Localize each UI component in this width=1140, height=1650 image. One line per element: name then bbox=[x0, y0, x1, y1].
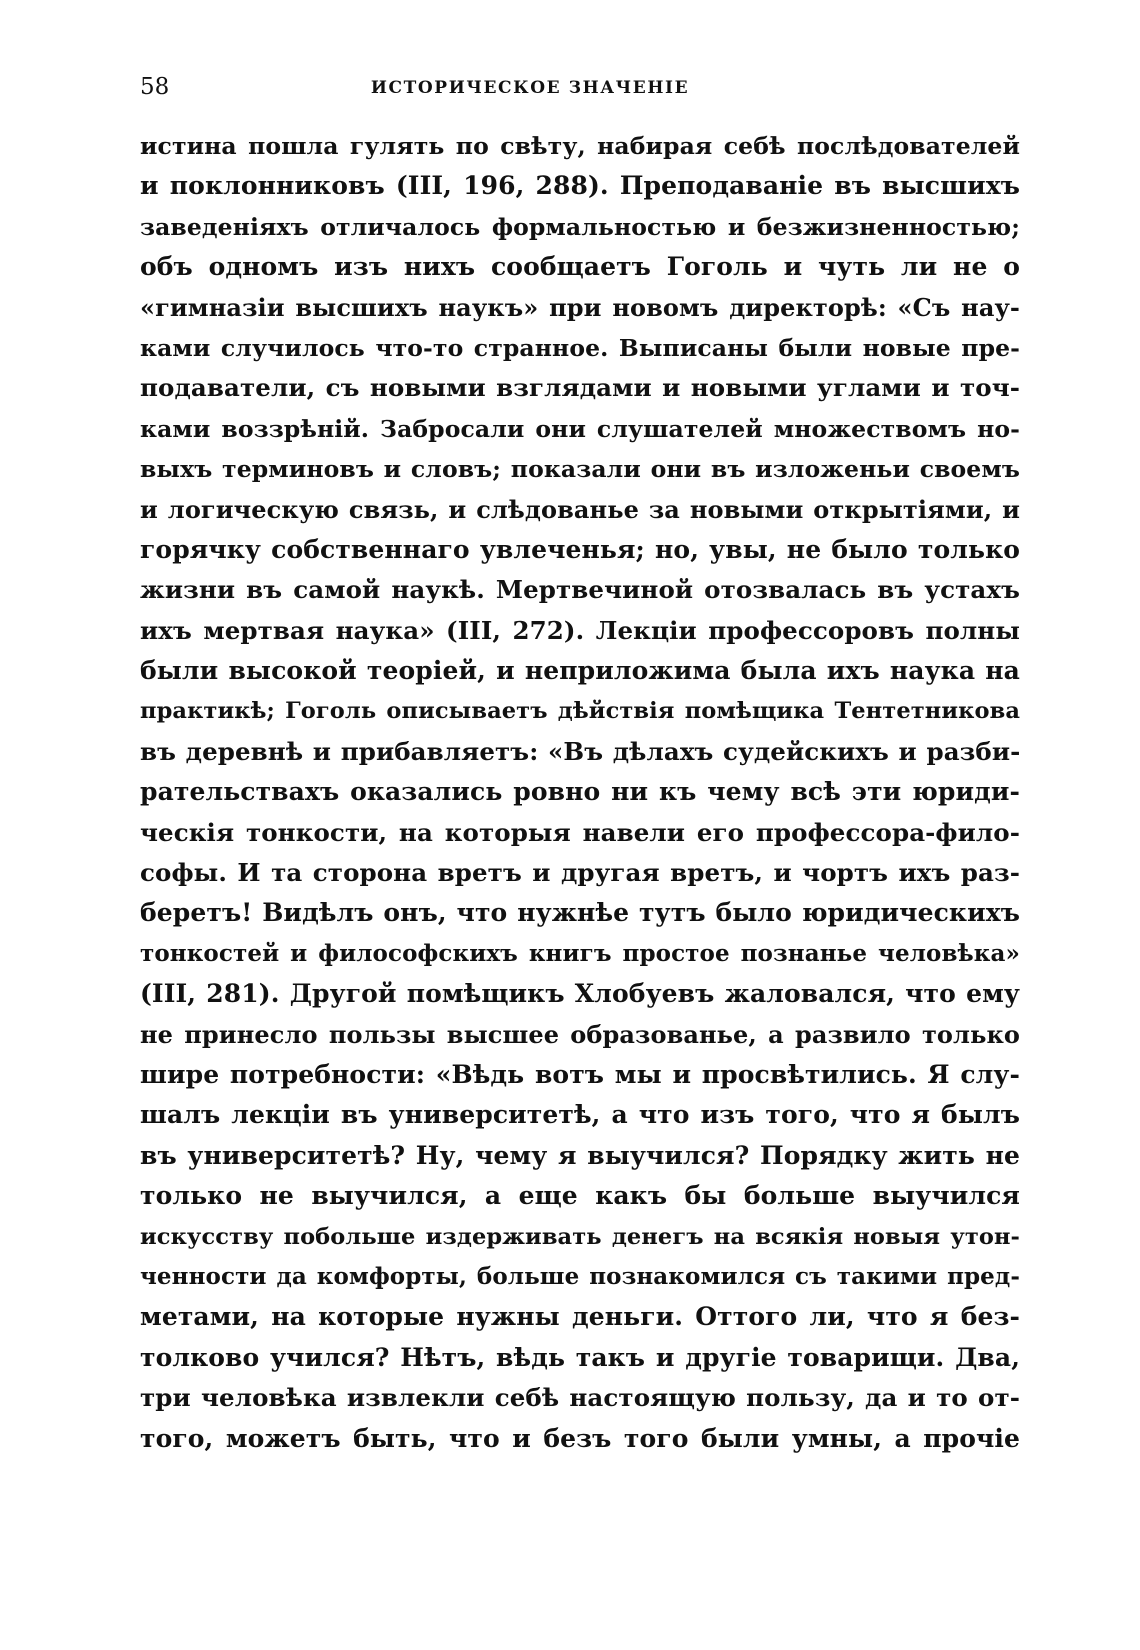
text-line-17: рательствахъ оказались ровно ни къ чему всѣ эти юриди- bbox=[140, 777, 1020, 807]
text-line-14: были высокой теоріей, и неприложима была ихъ наука на bbox=[140, 656, 1020, 686]
text-line-11: горячку собственнаго увлеченья; но, увы, не было только bbox=[140, 534, 1020, 564]
text-line-31: толково учился? Нѣтъ, вѣдь такъ и другіе товарищи. Два, bbox=[140, 1342, 1020, 1372]
text-line-15: практикѣ; Гоголь описываетъ дѣйствія помѣщика Тентетникова bbox=[140, 698, 1020, 725]
text-line-3: заведеніяхъ отличалось формальностью и безжизненностью; bbox=[140, 212, 1020, 241]
text-line-4: объ одномъ изъ нихъ сообщаетъ Гоголь и чуть ли не о bbox=[140, 252, 1020, 282]
running-title: ИСТОРИЧЕСКОЕ ЗНАЧЕНІЕ bbox=[370, 78, 690, 98]
text-line-1: истина пошла гулять по свѣту, набирая себѣ послѣдователей bbox=[140, 132, 1020, 160]
page-number: 58 bbox=[140, 74, 170, 100]
text-line-25: шалъ лекціи въ университетѣ, а что изъ того, что я былъ bbox=[140, 1100, 1020, 1130]
text-line-8: ками воззрѣній. Забросали они слушателей множествомъ но- bbox=[140, 414, 1020, 443]
text-line-23: не принесло пользы высшее образованье, а развило только bbox=[140, 1019, 1020, 1049]
text-line-32: три человѣка извлекли себѣ настоящую пользу, да и то от- bbox=[140, 1383, 1020, 1413]
text-line-6: ками случилось что-то странное. Выписаны были новые пре- bbox=[140, 333, 1020, 362]
text-line-28: искусству побольше издерживать денегъ на всякія новыя утон- bbox=[140, 1223, 1020, 1250]
text-line-16: въ деревнѣ и прибавляетъ: «Въ дѣлахъ судейскихъ и разби- bbox=[140, 736, 1020, 766]
text-line-24: шире потребности: «Вѣдь вотъ мы и просвѣтились. Я слу- bbox=[140, 1059, 1020, 1089]
text-line-12: жизни въ самой наукѣ. Мертвечиной отозвалась въ устахъ bbox=[140, 575, 1020, 605]
text-line-26: въ университетѣ? Ну, чему я выучился? Порядку жить не bbox=[140, 1140, 1020, 1170]
text-line-27: только не выучился, а еще какъ бы больше выучился bbox=[140, 1181, 1020, 1211]
text-line-18: ческія тонкости, на которыя навели его профессора-фило- bbox=[140, 817, 1020, 847]
text-line-20: беретъ! Видѣлъ онъ, что нужнѣе тутъ было юридическихъ bbox=[140, 898, 1020, 928]
text-line-33: того, можетъ быть, что и безъ того были умны, а прочіе bbox=[140, 1423, 1020, 1453]
running-header bbox=[140, 72, 1020, 104]
text-line-13: ихъ мертвая наука» (III, 272). Лекціи профессоровъ полны bbox=[140, 615, 1020, 645]
text-line-2: и поклонниковъ (III, 196, 288). Преподаваніе въ высшихъ bbox=[140, 171, 1020, 201]
text-line-30: метами, на которые нужны деньги. Оттого ли, что я без- bbox=[140, 1302, 1020, 1332]
text-line-5: «гимназіи высшихъ наукъ» при новомъ директорѣ: «Съ нау- bbox=[140, 292, 1020, 322]
text-line-22: (III, 281). Другой помѣщикъ Хлобуевъ жаловался, что ему bbox=[140, 979, 1020, 1009]
text-line-9: выхъ терминовъ и словъ; показали они въ изложеньи своемъ bbox=[140, 455, 1020, 484]
body-text bbox=[140, 126, 1020, 1459]
text-line-29: ченности да комфорты, больше познакомился съ такими пред- bbox=[140, 1262, 1020, 1290]
text-line-10: и логическую связь, и слѣдованье за новыми открытіями, и bbox=[140, 494, 1020, 524]
text-line-7: подаватели, съ новыми взглядами и новыми углами и точ- bbox=[140, 373, 1020, 403]
text-line-21: тонкостей и философскихъ книгъ простое познанье человѣка» bbox=[140, 939, 1020, 967]
text-line-19: софы. И та сторона вретъ и другая вретъ, и чортъ ихъ раз- bbox=[140, 858, 1020, 888]
